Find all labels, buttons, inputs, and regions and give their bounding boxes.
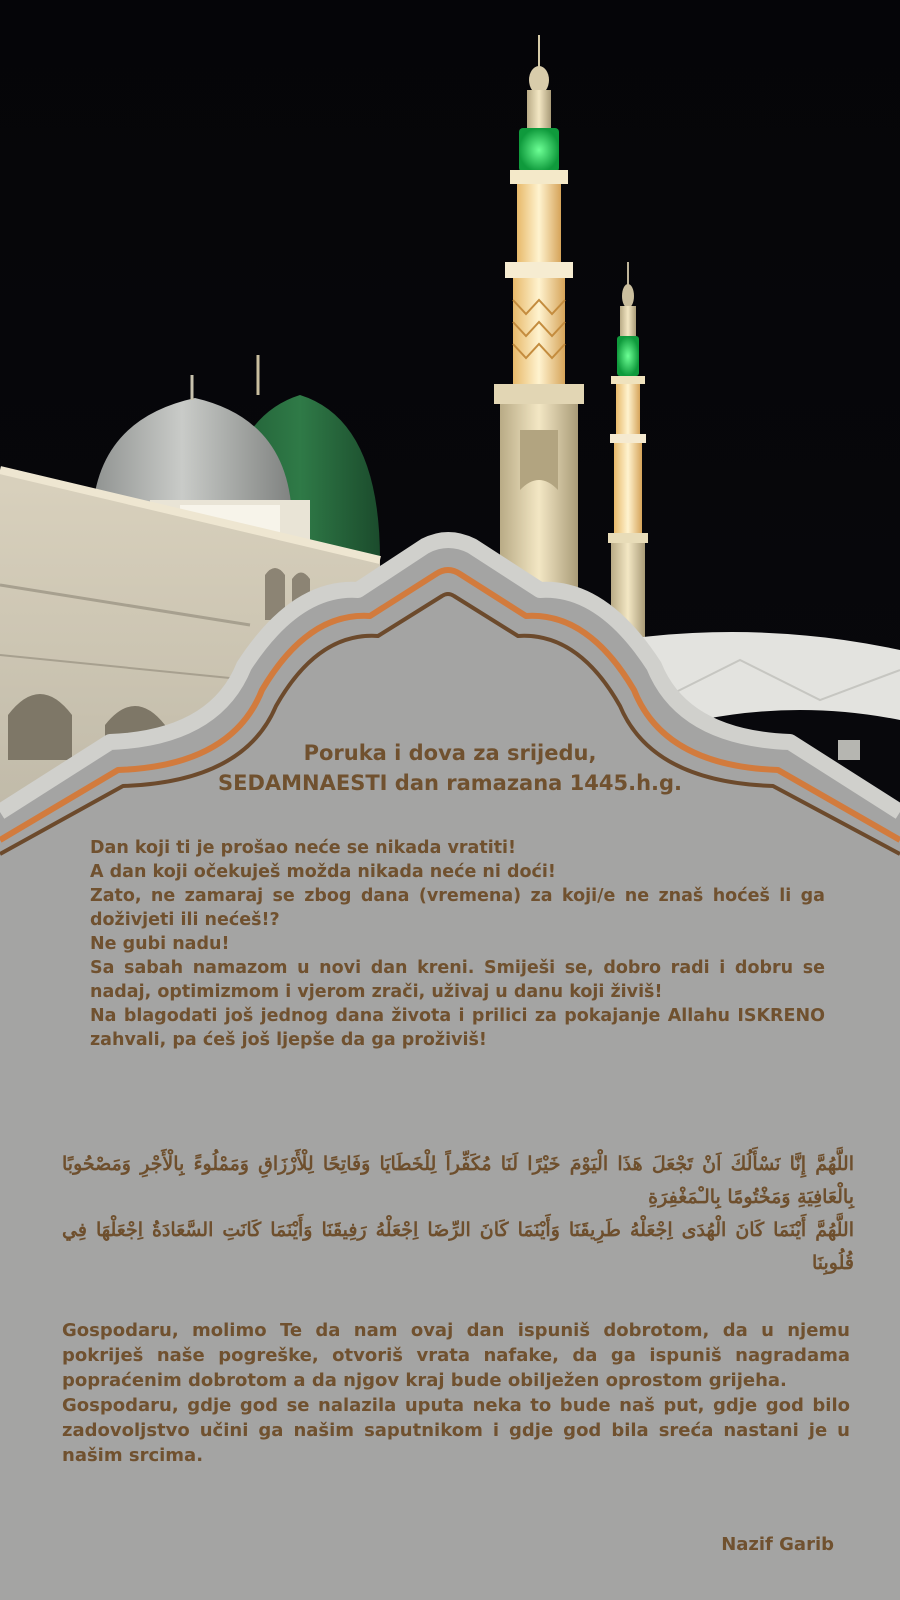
page-title [100, 738, 800, 798]
message-paragraph: A dan koji očekuješ možda nikada neće ni doći! [90, 862, 556, 882]
author-signature: Nazif Garib [721, 1534, 834, 1555]
dua-arabic [62, 1148, 854, 1280]
translation-paragraph: Gospodaru, molimo Te da nam ovaj dan ispuniš dobrotom, da u njemu pokriješ naše pogreške, otvoriš vrata nafake, da ga ispuniš nagradama popraćenim dobrotom a da njgov kraj bude obilježen oprostom grijeha. [62, 1320, 850, 1391]
title-line-1: Poruka i dova za srijedu, [303, 741, 597, 765]
dua-arabic-paragraph: اللَّهُمَّ إِنَّا نَسْأَلُكَ اَنْ تَجْعَلَ هَذَا الْيَوْمَ خَيْرًا لَنَا مُكَفِّراً لِلْخَطَايَا وَفَاتِحًا لِلْأَرْزَاقِ وَمَمْلُوءً بِالْأَجْرِ وَمَصْحُوبًا بِالْعَافِيَةِ وَمَخْتُومًا بِالـْمَغْفِرَةِ [62, 1153, 854, 1208]
dua-translation [62, 1318, 850, 1468]
message-block [90, 836, 825, 1052]
translation-paragraph: Gospodaru, gdje god se nalazila uputa neka to bude naš put, gdje god bilo zadovoljstvo učini ga našim saputnikom i gdje god bila sreća nastani je u našim srcima. [62, 1395, 850, 1466]
message-paragraph: Ne gubi nadu! [90, 934, 230, 954]
message-paragraph: Zato, ne zamaraj se zbog dana (vremena) za koji/e ne znaš hoćeš li ga doživjeti ili nećeš!? [90, 886, 825, 930]
title-line-2: SEDAMNAESTI dan ramazana 1445.h.g. [217, 771, 683, 795]
message-paragraph: Dan koji ti je prošao neće se nikada vratiti! [90, 838, 517, 858]
message-paragraph: Sa sabah namazom u novi dan kreni. Smiješi se, dobro radi i dobru se nadaj, optimizmom i vjerom zrači, uživaj u danu koji živiš! [90, 958, 825, 1002]
message-paragraph: Na blagodati još jednog dana života i prilici za pokajanje Allahu ISKRENO zahvali, pa ćeš još ljepše da ga proživiš! [90, 1006, 825, 1050]
dua-arabic-paragraph: اللَّهُمَّ أَيْنَمَا كَانَ الْهُدَى اِجْعَلْهُ طَرِيقَنَا وَأَيْنَمَا كَانَ الرِّضَا اِجْعَلْهُ رَفِيقَنَا وَأَيْنَمَا كَانَتِ السَّعَادَةُ اِجْعَلْهَا فِي قُلُوبِنَا [62, 1219, 854, 1274]
